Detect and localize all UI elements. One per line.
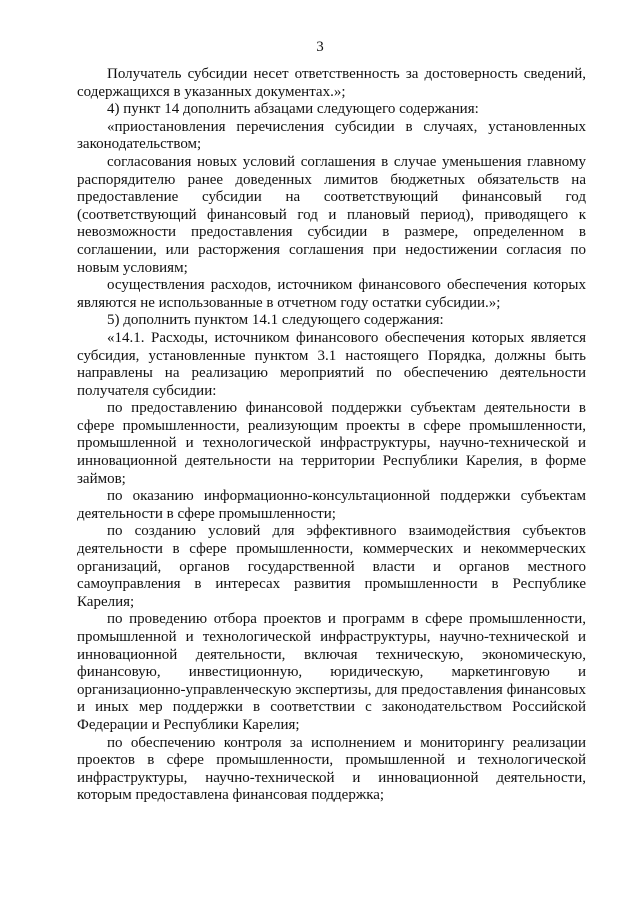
paragraph: по обеспечению контроля за исполнением и мониторингу реализации проектов в сфере промышленности, промышленной и технологической инфраструктуры, научно-технической и инновационной деятельности, которым предоставлена финансовая поддержка; bbox=[77, 734, 586, 804]
page-number: 3 bbox=[316, 39, 324, 55]
document-body bbox=[77, 66, 586, 805]
paragraph: 4) пункт 14 дополнить абзацами следующего содержания: bbox=[107, 101, 479, 118]
paragraph: осуществления расходов, источником финансового обеспечения которых являются не использованные в отчетном году остатки субсидии.»; bbox=[77, 277, 586, 311]
paragraph: 5) дополнить пунктом 14.1 следующего содержания: bbox=[107, 312, 444, 329]
paragraph: «14.1. Расходы, источником финансового обеспечения которых является субсидия, установленные пунктом 3.1 настоящего Порядка, должны быть направлены на реализацию мероприятий по обеспечению деятельности получателя субсидии: bbox=[77, 329, 586, 399]
paragraph: по оказанию информационно-консультационной поддержки субъектам деятельности в сфере промышленности; bbox=[77, 488, 586, 522]
paragraph: по предоставлению финансовой поддержки субъектам деятельности в сфере промышленности, реализующим проекты в сфере промышленности, промышленной и технологической инфраструктуры, научно-технической и инновационной деятельности на территории Республики Карелия, в форме займов; bbox=[77, 400, 586, 487]
paragraph: «приостановления перечисления субсидии в случаях, установленных законодательством; bbox=[77, 118, 586, 153]
paragraph: по проведению отбора проектов и программ в сфере промышленности, промышленной и технологической инфраструктуры, научно-технической и инновационной деятельности, включая техническую, экономическую, финансовую, инвестиционную, юридическую, маркетинговую и организационно-управленческую экспертизы, для предоставления финансовых и иных мер поддержки в соответствии с законодательством Российской Федерации и Республики Карелия; bbox=[77, 611, 586, 733]
paragraph: Получатель субсидии несет ответственность за достоверность сведений, содержащихся в указанных документах.»; bbox=[77, 66, 586, 100]
paragraph: согласования новых условий соглашения в случае уменьшения главному распорядителю ранее доведенных лимитов бюджетных обязательств на предоставление субсидии на соответствующий финансовый год (соответствующий финансовый год и плановый период), приводящего к невозможности предоставления субсидии в размере, определенном в соглашении, или расторжения соглашения при недостижении согласия по новым условиям; bbox=[77, 153, 586, 276]
paragraph: по созданию условий для эффективного взаимодействия субъектов деятельности в сфере промышленности, коммерческих и некоммерческих организаций, органов государственной власти и органов местного самоуправления в интересах развития промышленности в Республике Карелия; bbox=[77, 523, 586, 610]
